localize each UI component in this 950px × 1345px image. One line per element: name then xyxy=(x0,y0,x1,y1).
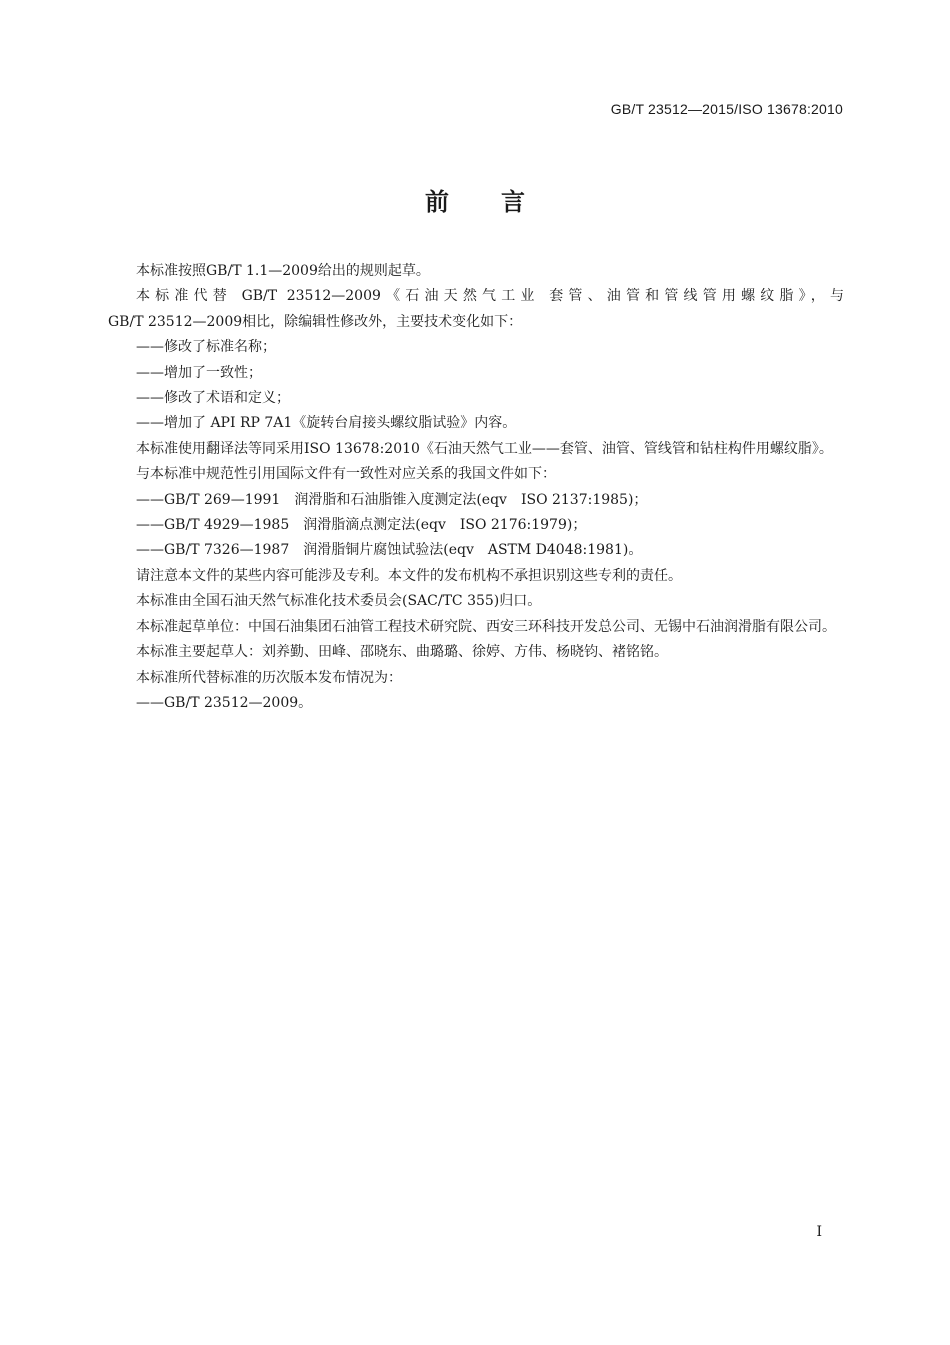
history-item: ——GB/T 23512—2009。 xyxy=(136,694,313,711)
paragraph-patent-notice: 请注意本文件的某些内容可能涉及专利。本文件的发布机构不承担识别这些专利的责任。 xyxy=(136,567,682,584)
reference-item: ——GB/T 7326—1987 润滑脂铜片腐蚀试验法(eqv ASTM D4048:1981)。 xyxy=(136,542,643,559)
foreword-body xyxy=(108,259,844,716)
paragraph-replacement-line2: GB/T 23512—2009相比，除编辑性修改外，主要技术变化如下： xyxy=(108,313,523,330)
paragraph-normative-refs: 与本标准中规范性引用国际文件有一致性对应关系的我国文件如下： xyxy=(136,466,556,483)
page-number: I xyxy=(816,1224,822,1240)
change-item: ——增加了 API RP 7A1《旋转台肩接头螺纹脂试验》内容。 xyxy=(136,415,517,432)
paragraph-drafting-rules: 本标准按照GB/T 1.1—2009给出的规则起草。 xyxy=(136,263,430,279)
reference-item: ——GB/T 4929—1985 润滑脂滴点测定法(eqv ISO 2176:1979)； xyxy=(136,517,587,534)
paragraph-drafting-units: 本标准起草单位：中国石油集团石油管工程技术研究院、西安三环科技开发总公司、无锡中石油润滑脂有限公司。 xyxy=(136,618,836,635)
paragraph-adoption: 本标准使用翻译法等同采用ISO 13678:2010《石油天然气工业——套管、油管、管线管和钻柱构件用螺纹脂》。 xyxy=(136,440,833,457)
change-item: ——修改了术语和定义； xyxy=(136,390,290,407)
change-item: ——增加了一致性； xyxy=(136,364,262,381)
paragraph-version-history: 本标准所代替标准的历次版本发布情况为： xyxy=(136,669,402,686)
standard-code: GB/T 23512—2015/ISO 13678:2010 xyxy=(610,101,843,117)
paragraph-committee: 本标准由全国石油天然气标准化技术委员会(SAC/TC 355)归口。 xyxy=(136,593,542,610)
change-item: ——修改了标准名称； xyxy=(136,339,276,356)
page-title: 前言 xyxy=(425,188,577,216)
paragraph-drafters: 本标准主要起草人：刘养勤、田峰、邵晓东、曲璐璐、徐婷、方伟、杨晓钧、褚铭铭。 xyxy=(136,644,668,661)
paragraph-replacement-line1: 本标准代替 GB/T 23512—2009《石油天然气工业 套管、油管和管线管用螺纹脂》，与 xyxy=(136,288,844,305)
reference-item: ——GB/T 269—1991 润滑脂和石油脂锥入度测定法(eqv ISO 2137:1985)； xyxy=(136,491,648,508)
